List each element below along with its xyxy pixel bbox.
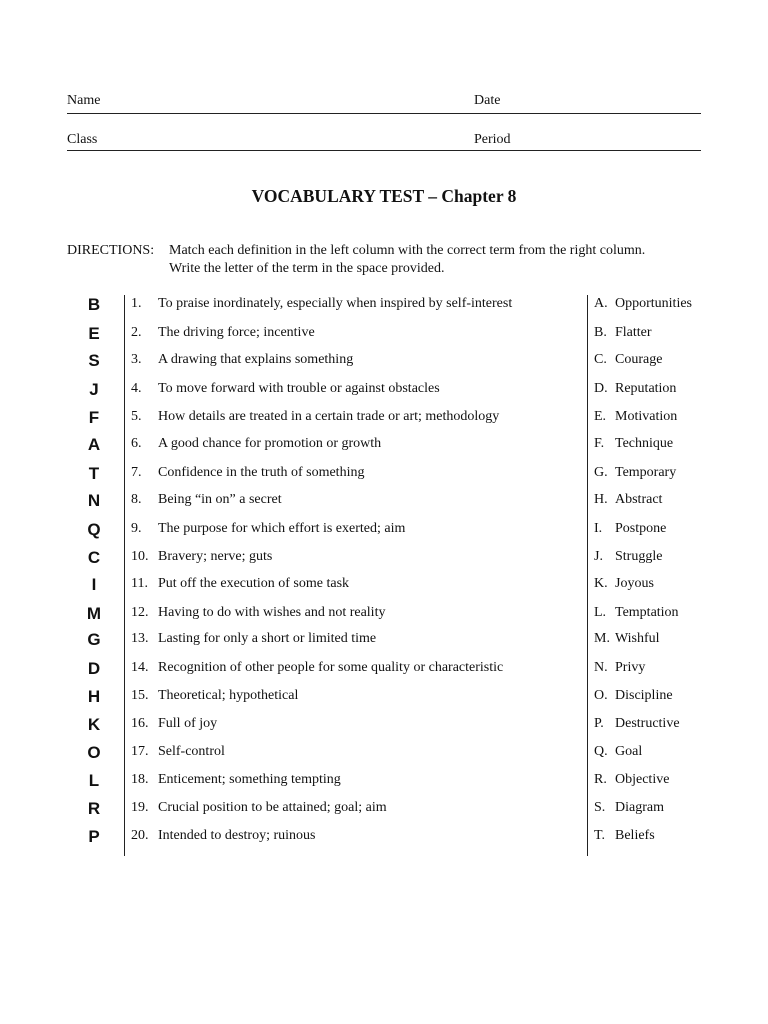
question-definition: Theoretical; hypothetical [158, 688, 299, 703]
answer-letter: B [87, 295, 101, 314]
page-title: VOCABULARY TEST – Chapter 8 [251, 186, 517, 206]
question-number: 5. [131, 409, 142, 424]
term-word: Courage [615, 352, 663, 367]
question-definition: Self-control [158, 744, 225, 759]
term-word: Beliefs [615, 828, 655, 843]
answer-letter: D [87, 659, 101, 678]
question-definition: Put off the execution of some task [158, 576, 350, 591]
term-word: Abstract [615, 492, 663, 507]
question-definition: Having to do with wishes and not reality [158, 605, 386, 620]
term-letter: S. [594, 800, 606, 815]
term-word: Joyous [615, 576, 654, 591]
answer-letter: L [88, 771, 100, 790]
question-number: 20. [131, 828, 149, 843]
question-definition: Being “in on” a secret [158, 492, 282, 507]
directions-label: DIRECTIONS: [67, 243, 155, 258]
answer-column-divider [124, 295, 125, 856]
term-word: Privy [615, 660, 646, 675]
question-definition: A good chance for promotion or growth [158, 436, 382, 451]
answer-letter: A [87, 435, 101, 454]
term-letter: N. [594, 660, 608, 675]
question-number: 14. [131, 660, 149, 675]
term-letter: O. [594, 688, 608, 703]
term-word: Postpone [615, 521, 667, 536]
term-word: Diagram [615, 800, 664, 815]
question-definition: To move forward with trouble or against obstacles [158, 381, 440, 396]
question-number: 16. [131, 716, 149, 731]
answer-letter: S [88, 351, 100, 370]
question-definition: Bravery; nerve; guts [158, 549, 273, 564]
question-number: 2. [131, 325, 142, 340]
question-number: 12. [131, 605, 149, 620]
answer-letter: M [86, 604, 102, 623]
terms-column-divider [587, 295, 588, 856]
term-word: Objective [615, 772, 670, 787]
question-definition: Enticement; something tempting [158, 772, 341, 787]
question-number: 10. [131, 549, 149, 564]
term-word: Reputation [615, 381, 677, 396]
class-period-line [67, 150, 701, 151]
question-number: 9. [131, 521, 142, 536]
question-number: 19. [131, 800, 149, 815]
term-letter: C. [594, 352, 607, 367]
name-label: Name [67, 93, 101, 108]
question-definition: Confidence in the truth of something [158, 465, 365, 480]
term-word: Technique [615, 436, 674, 451]
term-word: Destructive [615, 716, 680, 731]
term-letter: P. [594, 716, 604, 731]
question-number: 4. [131, 381, 142, 396]
term-letter: F. [594, 436, 605, 451]
term-letter: A. [594, 296, 608, 311]
question-number: 3. [131, 352, 142, 367]
term-letter: B. [594, 325, 607, 340]
name-date-line [67, 113, 701, 114]
answer-letter: J [89, 380, 99, 399]
term-word: Wishful [615, 631, 660, 646]
answer-letter: Q [87, 520, 101, 539]
date-label: Date [474, 93, 501, 108]
term-word: Opportunities [615, 296, 692, 311]
question-number: 13. [131, 631, 149, 646]
question-definition: Recognition of other people for some quality or characteristic [158, 660, 504, 675]
answer-letter: K [87, 715, 101, 734]
question-number: 17. [131, 744, 149, 759]
answer-letter: N [87, 491, 101, 510]
answer-letter: P [88, 827, 100, 846]
term-letter: E. [594, 409, 607, 424]
term-letter: D. [594, 381, 608, 396]
question-definition: To praise inordinately, especially when inspired by self-interest [158, 296, 513, 311]
directions-line-1: Match each definition in the left column with the correct term from the right column. [169, 243, 646, 258]
question-definition: How details are treated in a certain trade or art; methodology [158, 409, 500, 424]
term-word: Goal [615, 744, 643, 759]
answer-letter: C [87, 548, 101, 567]
class-label: Class [67, 132, 98, 147]
question-number: 7. [131, 465, 142, 480]
question-definition: A drawing that explains something [158, 352, 354, 367]
question-definition: The driving force; incentive [158, 325, 315, 340]
period-label: Period [474, 132, 511, 147]
term-word: Struggle [615, 549, 663, 564]
term-letter: M. [594, 631, 610, 646]
directions-line-2: Write the letter of the term in the space provided. [169, 261, 445, 276]
answer-letter: E [88, 324, 100, 343]
answer-letter: I [91, 575, 97, 594]
answer-letter: G [87, 630, 101, 649]
term-word: Temptation [615, 605, 679, 620]
term-word: Temporary [615, 465, 677, 480]
question-definition: Crucial position to be attained; goal; aim [158, 800, 387, 815]
term-word: Flatter [615, 325, 652, 340]
term-letter: H. [594, 492, 608, 507]
answer-letter: O [87, 743, 101, 762]
question-definition: Lasting for only a short or limited time [158, 631, 377, 646]
answer-letter: R [87, 799, 101, 818]
term-letter: L. [594, 605, 607, 620]
answer-letter: H [87, 687, 101, 706]
term-letter: G. [594, 465, 608, 480]
term-word: Motivation [615, 409, 678, 424]
question-definition: The purpose for which effort is exerted; aim [158, 521, 406, 536]
question-number: 8. [131, 492, 142, 507]
answer-letter: T [88, 464, 100, 483]
question-number: 1. [131, 296, 142, 311]
term-letter: K. [594, 576, 608, 591]
question-number: 18. [131, 772, 149, 787]
question-definition: Intended to destroy; ruinous [158, 828, 316, 843]
term-word: Discipline [615, 688, 673, 703]
term-letter: T. [594, 828, 606, 843]
term-letter: Q. [594, 744, 608, 759]
question-number: 15. [131, 688, 149, 703]
question-definition: Full of joy [158, 716, 218, 731]
term-letter: J. [594, 549, 603, 564]
question-number: 11. [131, 576, 148, 591]
term-letter: R. [594, 772, 607, 787]
term-letter: I. [594, 521, 603, 536]
answer-letter: F [88, 408, 100, 427]
question-number: 6. [131, 436, 142, 451]
